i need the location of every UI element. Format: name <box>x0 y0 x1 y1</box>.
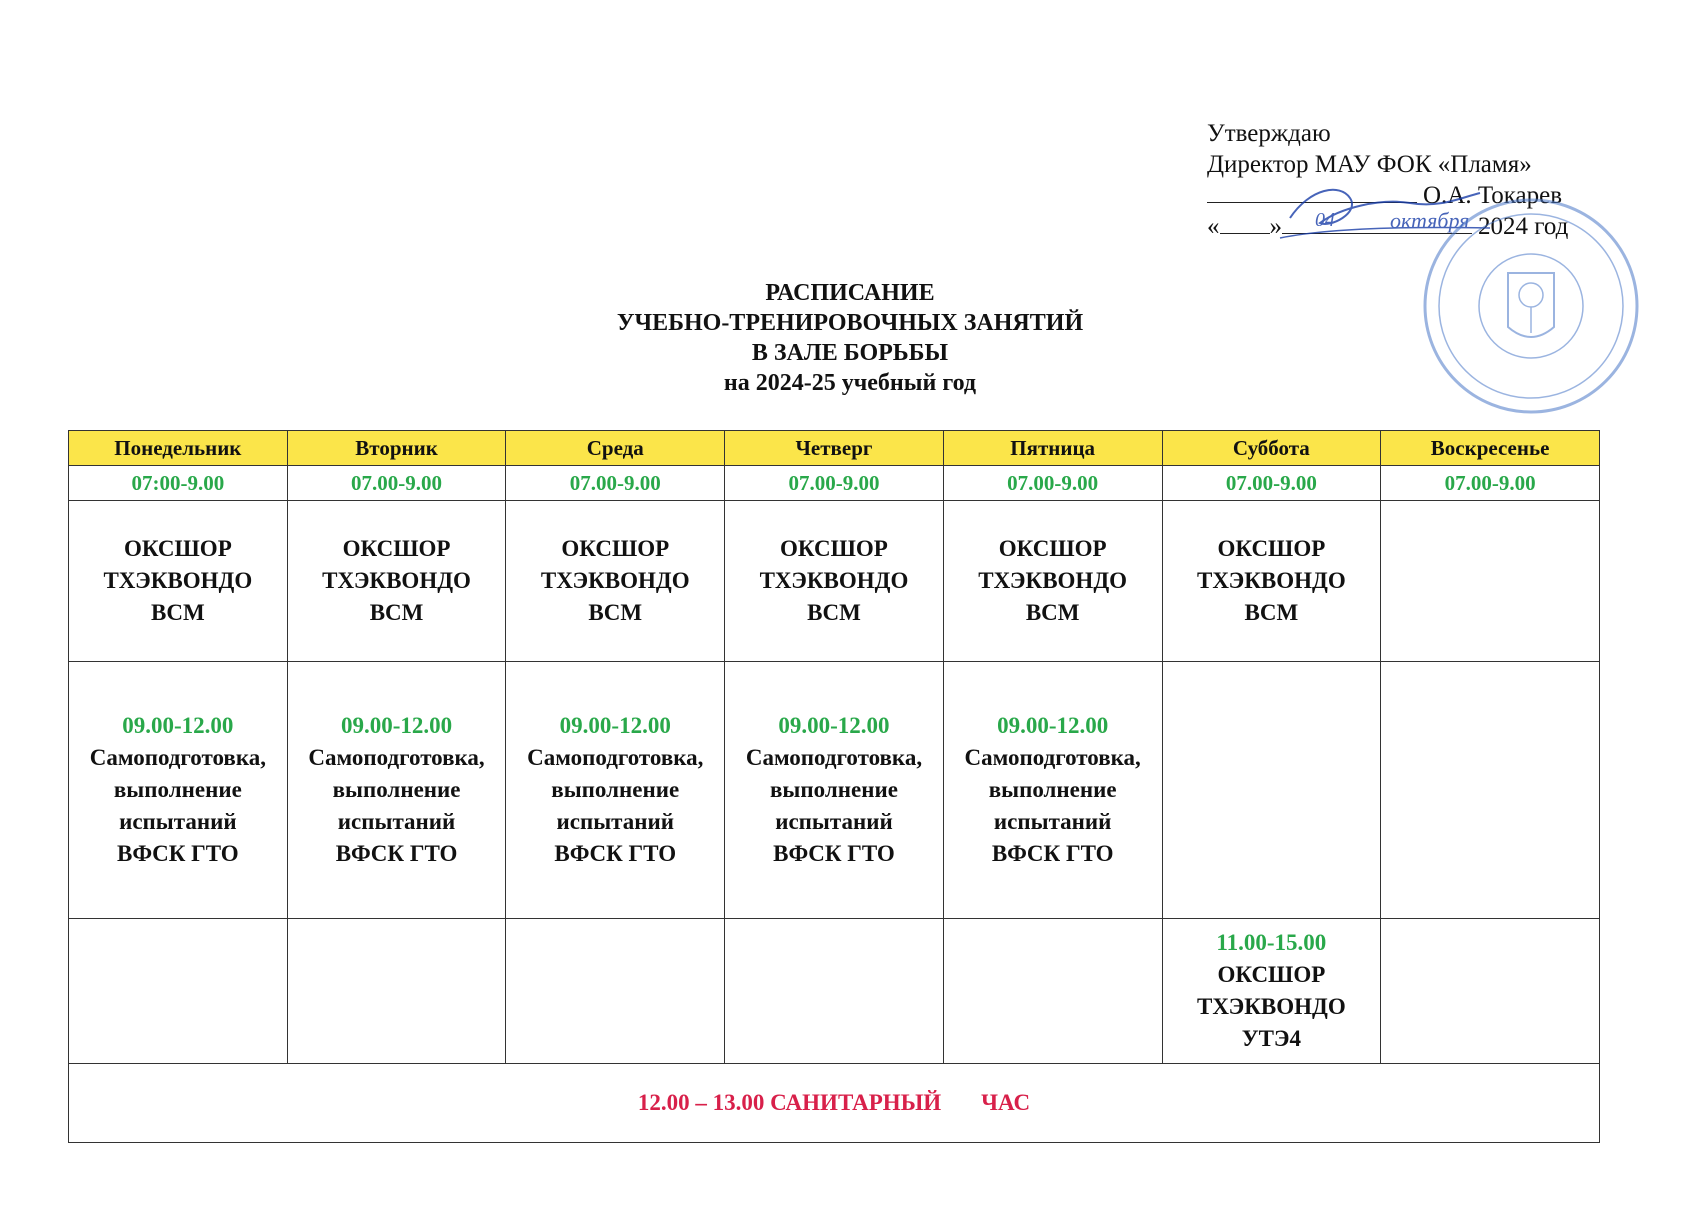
morning-cell-wed: ОКСШОР ТХЭКВОНДО ВСМ <box>506 501 725 662</box>
sanitary-hour-cell: 12.00 – 13.00 САНИТАРНЫЙ ЧАС <box>69 1064 1600 1143</box>
afternoon-cell-fri <box>943 919 1162 1064</box>
midday-row <box>69 662 1600 919</box>
approval-heading: Утверждаю <box>1207 120 1331 147</box>
time-sun: 07.00-9.00 <box>1381 466 1600 501</box>
date-quote-close: » <box>1269 213 1282 240</box>
day-header-fri: Пятница <box>943 431 1162 466</box>
day-header-sat: Суббота <box>1162 431 1381 466</box>
time-sat: 07.00-9.00 <box>1162 466 1381 501</box>
morning-row <box>69 501 1600 662</box>
day-header-wed: Среда <box>506 431 725 466</box>
days-row <box>69 431 1600 466</box>
time-tue: 07.00-9.00 <box>287 466 506 501</box>
approval-signer: О.А. Токарев <box>1423 182 1563 209</box>
day-header-tue: Вторник <box>287 431 506 466</box>
afternoon-cell-thu <box>725 919 944 1064</box>
time-fri: 07.00-9.00 <box>943 466 1162 501</box>
document-title <box>480 278 1220 398</box>
title-line-4: на 2024-25 учебный год <box>723 370 977 396</box>
morning-cell-thu: ОКСШОР ТХЭКВОНДО ВСМ <box>725 501 944 662</box>
date-quote-open: « <box>1207 213 1220 240</box>
afternoon-cell-tue <box>287 919 506 1064</box>
date-day-handwritten: 04 <box>1315 209 1335 231</box>
midday-cell-sat <box>1162 662 1381 919</box>
date-day-blank <box>1220 211 1270 234</box>
midday-cell-sun <box>1381 662 1600 919</box>
time-mon: 07:00-9.00 <box>69 466 288 501</box>
date-year: 2024 год <box>1478 213 1569 240</box>
midday-cell-thu: 09.00-12.00 Самоподготовка, выполнение испытаний ВФСК ГТО <box>725 662 944 919</box>
afternoon-row <box>69 919 1600 1064</box>
midday-cell-fri: 09.00-12.00 Самоподготовка, выполнение испытаний ВФСК ГТО <box>943 662 1162 919</box>
times-row <box>69 466 1600 501</box>
afternoon-cell-mon <box>69 919 288 1064</box>
afternoon-cell-sat: 11.00-15.00 ОКСШОР ТХЭКВОНДО УТЭ4 <box>1162 919 1381 1064</box>
title-line-1: РАСПИСАНИЕ <box>765 280 935 306</box>
morning-cell-tue: ОКСШОР ТХЭКВОНДО ВСМ <box>287 501 506 662</box>
approval-director: Директор МАУ ФОК «Пламя» <box>1207 151 1532 178</box>
official-seal <box>1420 195 1642 417</box>
date-month-handwritten: октября <box>1390 208 1470 233</box>
day-header-sun: Воскресенье <box>1381 431 1600 466</box>
afternoon-cell-sun <box>1381 919 1600 1064</box>
schedule-table <box>68 430 1600 1143</box>
morning-cell-sun <box>1381 501 1600 662</box>
morning-cell-mon: ОКСШОР ТХЭКВОНДО ВСМ <box>69 501 288 662</box>
title-line-2: УЧЕБНО-ТРЕНИРОВОЧНЫХ ЗАНЯТИЙ <box>616 310 1084 336</box>
time-wed: 07.00-9.00 <box>506 466 725 501</box>
sanitary-row <box>69 1064 1600 1143</box>
morning-cell-sat: ОКСШОР ТХЭКВОНДО ВСМ <box>1162 501 1381 662</box>
day-header-thu: Четверг <box>725 431 944 466</box>
title-line-3: В ЗАЛЕ БОРЬБЫ <box>751 340 949 366</box>
midday-cell-wed: 09.00-12.00 Самоподготовка, выполнение испытаний ВФСК ГТО <box>506 662 725 919</box>
morning-cell-fri: ОКСШОР ТХЭКВОНДО ВСМ <box>943 501 1162 662</box>
afternoon-cell-wed <box>506 919 725 1064</box>
midday-cell-tue: 09.00-12.00 Самоподготовка, выполнение испытаний ВФСК ГТО <box>287 662 506 919</box>
midday-cell-mon: 09.00-12.00 Самоподготовка, выполнение испытаний ВФСК ГТО <box>69 662 288 919</box>
time-thu: 07.00-9.00 <box>725 466 944 501</box>
day-header-mon: Понедельник <box>69 431 288 466</box>
